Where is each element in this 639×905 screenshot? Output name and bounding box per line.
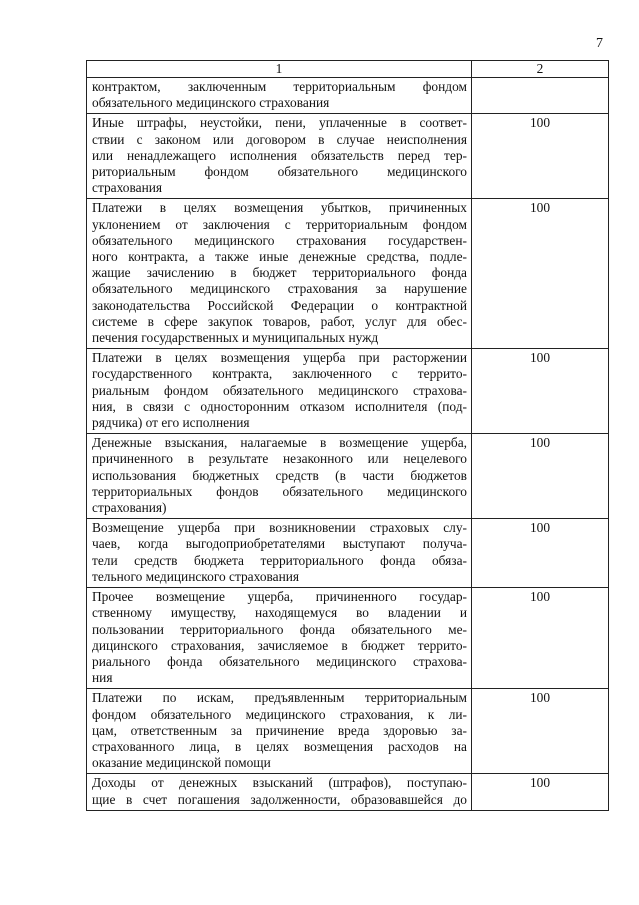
percent-value: 100 xyxy=(472,588,609,689)
text-line: причиненного в результате незаконного или нецелевого xyxy=(92,451,467,467)
text-line: ствии с законом или договором в случае неисполнения xyxy=(92,131,467,147)
column-header-1: 1 xyxy=(87,61,472,78)
text-line: страхованного лица, в целях возмещения расходов на xyxy=(92,738,467,754)
text-line: обязательного медицинского страхования за нарушение xyxy=(92,281,467,297)
table-row xyxy=(87,519,609,588)
percent-value: 100 xyxy=(472,199,609,349)
table-row xyxy=(87,774,609,810)
text-line: уклонением от заключения с территориальным фондом xyxy=(92,216,467,232)
text-line: щие в счет погашения задолженности, образовавшейся до xyxy=(92,791,467,807)
text-line: Платежи по искам, предъявленным территориальным xyxy=(92,690,467,706)
text-line: ственному имуществу, находящемуся во владении и xyxy=(92,605,467,621)
table-row xyxy=(87,588,609,689)
text-line: тельного медицинского страхования xyxy=(92,568,300,584)
text-line: жащие зачислению в бюджет территориального фонда xyxy=(92,265,467,281)
text-line: Прочее возмещение ущерба, причиненного государ- xyxy=(92,589,467,605)
text-line: Доходы от денежных взысканий (штрафов), поступаю- xyxy=(92,775,467,791)
table-row xyxy=(87,434,609,519)
column-header-2: 2 xyxy=(472,61,609,78)
percent-value: 100 xyxy=(472,434,609,519)
text-line: Возмещение ущерба при возникновении страховых слу- xyxy=(92,520,467,536)
percent-value xyxy=(472,78,609,114)
text-line: печения государственных и муниципальных нужд xyxy=(92,330,379,346)
revenue-description xyxy=(87,114,472,199)
table-row xyxy=(87,199,609,349)
text-line: законодательства Российской Федерации о контрактной xyxy=(92,297,467,313)
percent-value: 100 xyxy=(472,349,609,434)
text-line: Денежные взыскания, налагаемые в возмещение ущерба, xyxy=(92,435,467,451)
text-line: риториальным фондом обязательного медицинского xyxy=(92,164,467,180)
text-line: дицинского страхования, зачисляемое в бюджет террито- xyxy=(92,637,467,653)
text-line: риальным фондом обязательного медицинского страхова- xyxy=(92,382,467,398)
text-line: страхования xyxy=(92,180,163,196)
text-line: Иные штрафы, неустойки, пени, уплаченные в соответ- xyxy=(92,115,467,131)
text-line: цам, ответственным за причинение вреда здоровью за- xyxy=(92,722,467,738)
text-line: системе в сфере закупок товаров, работ, услуг для обес- xyxy=(92,313,467,329)
text-line: обязательного медицинского страхования xyxy=(92,95,330,111)
text-line: чаев, когда выгодоприобретателями выступают получа- xyxy=(92,536,467,552)
text-line: ного контракта, а также иные денежные средства, подле- xyxy=(92,249,467,265)
text-line: рядчика) от его исполнения xyxy=(92,415,250,431)
revenue-description xyxy=(87,199,472,349)
table-row xyxy=(87,114,609,199)
text-line: страхования) xyxy=(92,500,167,516)
text-line: оказание медицинской помощи xyxy=(92,755,271,771)
revenue-description xyxy=(87,689,472,774)
percent-value: 100 xyxy=(472,774,609,810)
text-line: использования бюджетных средств (в части бюджетов xyxy=(92,467,467,483)
text-line: фондом обязательного медицинского страхования, к ли- xyxy=(92,706,467,722)
text-line: риального фонда обязательного медицинского страхова- xyxy=(92,653,467,669)
text-line: государственного контракта, заключенного с террито- xyxy=(92,366,467,382)
text-line: тели средств бюджета территориального фонда обяза- xyxy=(92,552,467,568)
text-line: обязательного медицинского страхования государствен- xyxy=(92,232,467,248)
revenue-table xyxy=(86,60,609,811)
table-row xyxy=(87,689,609,774)
text-line: Платежи в целях возмещения убытков, причиненных xyxy=(92,200,467,216)
text-line: Платежи в целях возмещения ущерба при расторжении xyxy=(92,350,467,366)
revenue-description xyxy=(87,78,472,114)
text-line: ния xyxy=(92,670,113,686)
page-number: 7 xyxy=(596,36,603,51)
revenue-description xyxy=(87,434,472,519)
percent-value: 100 xyxy=(472,689,609,774)
text-line: территориальных фондов обязательного медицинского xyxy=(92,483,467,499)
text-line: контрактом, заключенным территориальным фондом xyxy=(92,79,467,94)
text-line: ния, в связи с односторонним отказом исполнителя (под- xyxy=(92,398,467,414)
percent-value: 100 xyxy=(472,519,609,588)
text-line: или ненадлежащего исполнения обязательств перед тер- xyxy=(92,147,467,163)
table-row xyxy=(87,78,609,114)
revenue-description xyxy=(87,519,472,588)
text-line: пользовании территориального фонда обязательного ме- xyxy=(92,621,467,637)
percent-value: 100 xyxy=(472,114,609,199)
table-row xyxy=(87,349,609,434)
revenue-description xyxy=(87,588,472,689)
revenue-description xyxy=(87,774,472,810)
table-header-row xyxy=(87,61,609,78)
revenue-description xyxy=(87,349,472,434)
